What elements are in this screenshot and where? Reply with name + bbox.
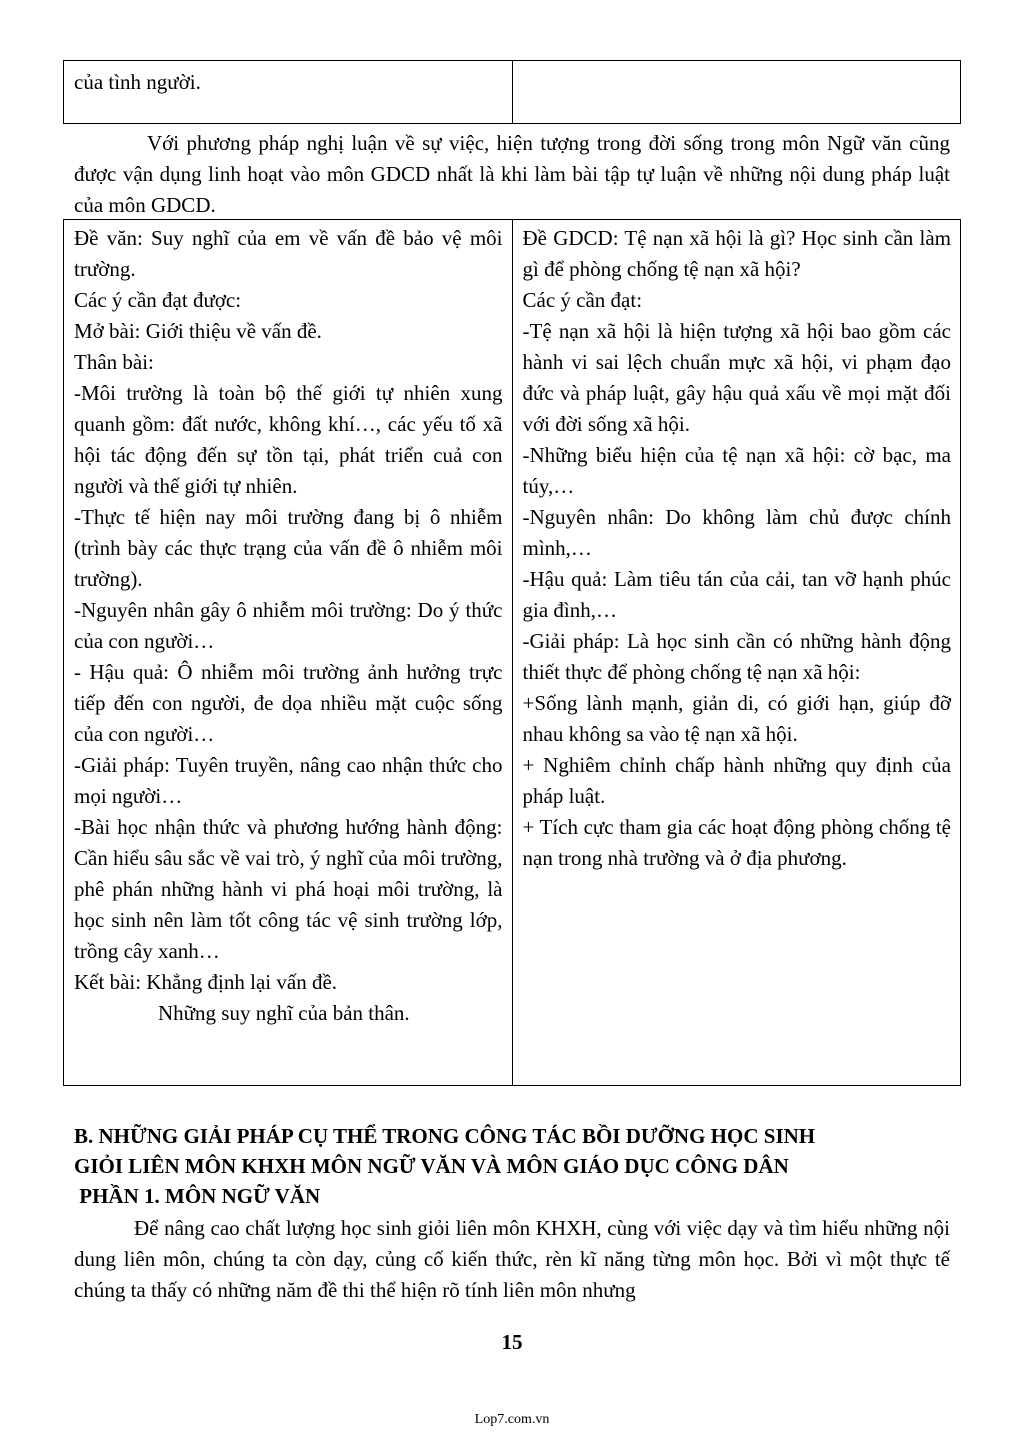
literature-line: Mở bài: Giới thiệu về vấn đề. (74, 319, 322, 343)
literature-line: Các ý cần đạt được: (74, 288, 242, 312)
civic-line: -Những biểu hiện của tệ nạn xã hội: cờ bạc, ma túy,… (522, 443, 951, 498)
page-number: 15 (501, 1330, 523, 1354)
literature-line: -Thực tế hiện nay môi trường đang bị ô nhiễm (trình bày các thực trạng của vấn đề ô nhiễm môi trường). (74, 505, 503, 591)
top-table-left-cell: của tình người. (64, 61, 513, 124)
section-b-title-line: GIỎI LIÊN MÔN KHXH MÔN NGỮ VĂN VÀ MÔN GIÁO DỤC CÔNG DÂN (74, 1154, 789, 1178)
literature-line: Những suy nghĩ của bản thân. (158, 1001, 410, 1025)
civic-line: +Sống lành mạnh, giản di, có giới hạn, giúp đỡ nhau không sa vào tệ nạn xã hội. (522, 691, 951, 746)
section-b-heading (74, 1121, 954, 1211)
body-paragraph: Để nâng cao chất lượng học sinh giỏi liên môn KHXH, cùng với việc dạy và tìm hiểu những nội dung liên môn, chúng ta còn dạy, củng cố kiến thức, rèn kĩ năng từng môn học. Bởi vì một thực tế chúng ta thấy có những năm đề thi thể hiện rõ tính liên môn nhưng (74, 1216, 950, 1302)
civic-line: + Tích cực tham gia các hoạt động phòng chống tệ nạn trong nhà trường và ở địa phương. (522, 815, 951, 870)
civic-line: -Giải pháp: Là học sinh cần có những hành động thiết thực để phòng chống tệ nạn xã hội: (522, 629, 951, 684)
literature-line: -Nguyên nhân gây ô nhiễm môi trường: Do ý thức của con người… (74, 598, 503, 653)
literature-line: -Môi trường là toàn bộ thế giới tự nhiên xung quanh gồm: đất nước, không khí…, các yếu tố xã hội tác động đến sự tồn tại, phát triển cuả con người và thế giới tự nhiên. (74, 381, 503, 498)
top-continuation-table (63, 60, 961, 124)
intro-paragraph: Với phương pháp nghị luận về sự việc, hiện tượng trong đời sống trong môn Ngữ văn cũng được vận dụng linh hoạt vào môn GDCD nhất là khi làm bài tập tự luận về những nội dung pháp luật của môn GDCD. (74, 131, 950, 217)
civic-line: Đề GDCD: Tệ nạn xã hội là gì? Học sinh cần làm gì để phòng chống tệ nạn xã hội? (522, 226, 951, 281)
comparison-table (63, 219, 961, 1086)
section-b-title-line: B. NHỮNG GIẢI PHÁP CỤ THỂ TRONG CÔNG TÁC BỒI DƯỠNG HỌC SINH (74, 1124, 816, 1148)
literature-line: -Giải pháp: Tuyên truyền, nâng cao nhận thức cho mọi người… (74, 753, 503, 808)
top-table-right-cell (512, 61, 961, 124)
literature-column (64, 220, 513, 1086)
civic-education-column (512, 220, 961, 1086)
civic-line: + Nghiêm chỉnh chấp hành những quy định của pháp luật. (522, 753, 951, 808)
civic-line: Các ý cần đạt: (522, 288, 643, 312)
civic-line: -Nguyên nhân: Do không làm chủ được chính mình,… (522, 505, 951, 560)
civic-line: -Tệ nạn xã hội là hiện tượng xã hội bao gồm các hành vi sai lệch chuẩn mực xã hội, vi phạm đạo đức và pháp luật, gây hậu quả xấu về mọi mặt đối với đời sống xã hội. (522, 319, 951, 436)
literature-line: Kết bài: Khẳng định lại vấn đề. (74, 970, 338, 994)
literature-line: - Hậu quả: Ô nhiễm môi trường ảnh hưởng trực tiếp đến con người, đe dọa nhiều mặt cuộc sống của con người… (74, 660, 503, 746)
literature-line: Thân bài: (74, 350, 154, 374)
literature-line: -Bài học nhận thức và phương hướng hành động: Cần hiểu sâu sắc về vai trò, ý nghĩ của môi trường, phê phán những hành vi phá hoại môi trường, là học sinh nên làm tốt công tác vệ sinh trường lớp, trồng cây xanh… (74, 815, 503, 963)
civic-line: -Hậu quả: Làm tiêu tán của cải, tan vỡ hạnh phúc gia đình,… (522, 567, 951, 622)
footer-site-name: Lop7.com.vn (474, 1412, 550, 1427)
literature-line: Đề văn: Suy nghĩ của em về vấn đề bảo vệ môi trường. (74, 226, 503, 281)
part-1-heading: PHẦN 1. MÔN NGỮ VĂN (74, 1184, 321, 1208)
